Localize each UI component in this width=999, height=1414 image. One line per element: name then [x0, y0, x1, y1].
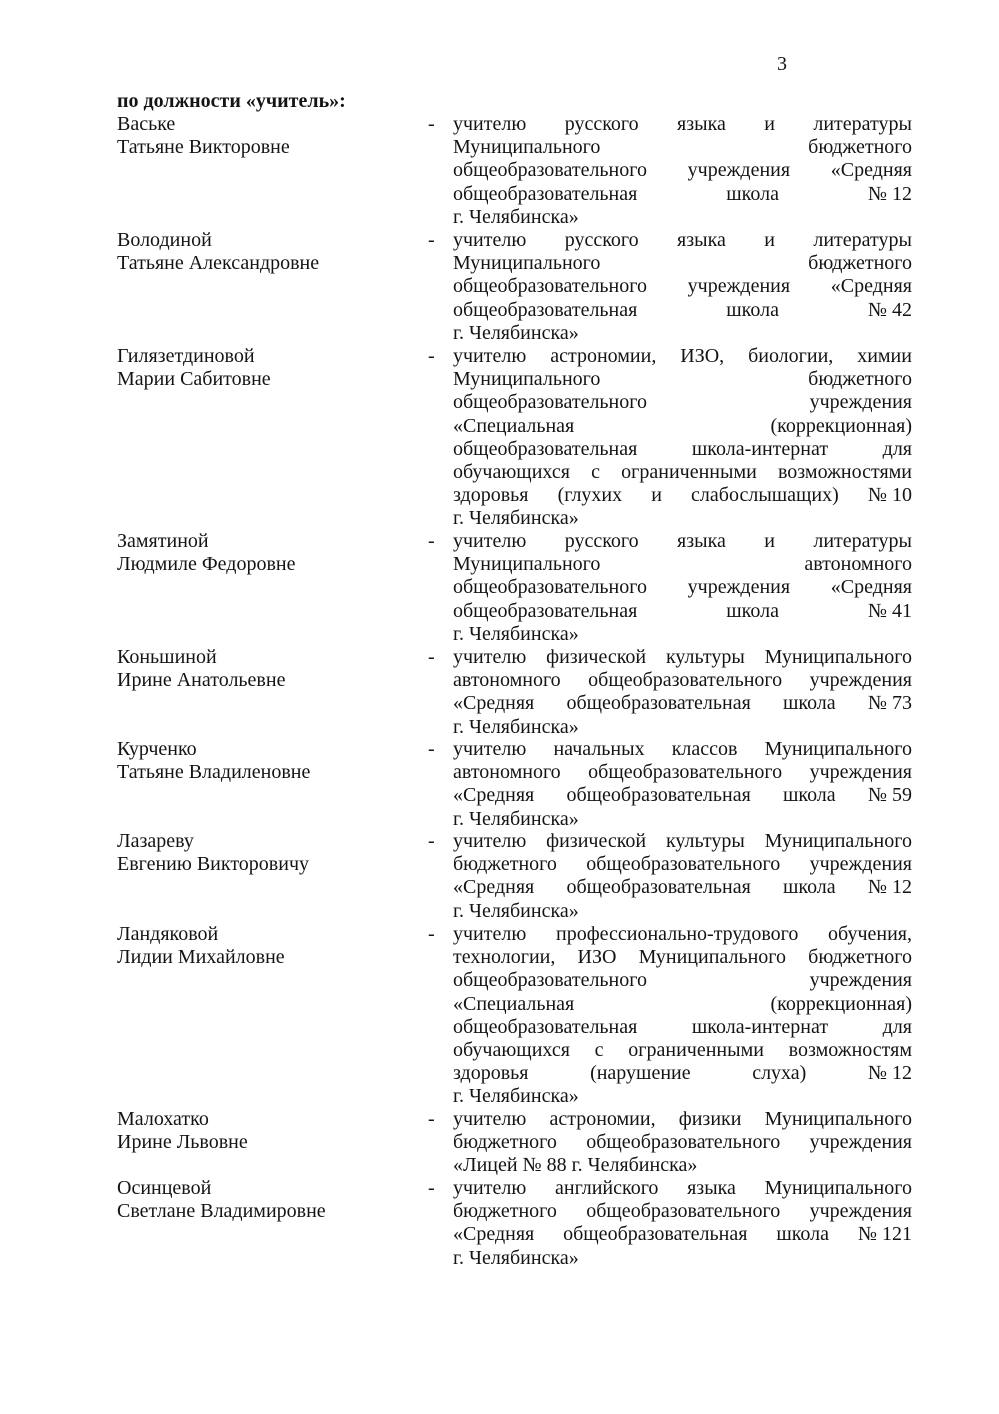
position-description	[453, 345, 912, 531]
description-line	[453, 900, 912, 923]
position-description	[453, 229, 912, 345]
description-word: общеобразовательная	[566, 784, 751, 807]
description-word: № 41	[867, 599, 912, 622]
description-line	[453, 438, 912, 461]
description-word: языка	[677, 530, 726, 552]
appointee-given-names: Людмиле Федоровне	[117, 553, 296, 576]
description-word: «Средняя	[830, 159, 912, 182]
description-word: Муниципального	[764, 738, 912, 760]
description-line	[453, 576, 912, 599]
description-word: начальных	[553, 738, 645, 760]
description-word: № 42	[867, 298, 912, 321]
description-word: слабослышащих)	[691, 484, 839, 507]
description-word: возможностям	[788, 1038, 912, 1061]
appointee-name	[117, 229, 417, 275]
description-word: г. Челябинска»	[453, 899, 579, 922]
description-word: № 73	[867, 692, 912, 715]
description-word: школа	[782, 692, 836, 715]
description-line	[453, 969, 912, 992]
position-description	[453, 1108, 912, 1178]
description-word: школа	[726, 599, 779, 622]
description-line	[453, 1200, 912, 1223]
position-description	[453, 830, 912, 923]
page-number: 3	[777, 53, 787, 75]
description-word: бюджетного	[808, 368, 912, 391]
appointee-surname: Ваське	[117, 113, 176, 135]
description-line	[453, 136, 912, 159]
description-line	[453, 1039, 912, 1062]
position-description	[453, 738, 912, 831]
appointee-name	[117, 923, 417, 969]
description-word: общеобразовательного	[453, 159, 647, 182]
list-dash: -	[428, 345, 435, 367]
description-line	[453, 1131, 912, 1154]
description-word: с	[594, 1038, 604, 1061]
description-word: для	[882, 437, 912, 460]
description-word: г. Челябинска»	[453, 622, 579, 645]
description-word: общеобразовательная	[453, 437, 638, 460]
position-description	[453, 646, 912, 739]
description-word: учителю	[453, 830, 527, 852]
description-word: общеобразовательного	[586, 1131, 781, 1154]
description-word: химии	[857, 345, 912, 367]
description-word: культуры	[665, 646, 745, 668]
description-word: школа	[726, 298, 779, 321]
list-dash: -	[428, 738, 435, 760]
description-word: общеобразовательного	[453, 969, 647, 992]
list-dash: -	[428, 923, 435, 945]
description-word: бюджетного	[808, 946, 912, 969]
description-word: общеобразовательная	[566, 876, 751, 899]
description-line	[453, 368, 912, 391]
description-word: учителю	[453, 738, 527, 760]
description-word: профессионально-трудового	[555, 923, 799, 945]
description-word: английского	[554, 1177, 659, 1199]
description-word: автономного	[453, 669, 561, 692]
description-line	[453, 738, 912, 761]
appointee-given-names: Ирине Львовне	[117, 1131, 248, 1154]
description-word: № 12	[867, 182, 912, 205]
description-word: Муниципального	[764, 830, 912, 852]
description-word: учреждения	[809, 761, 912, 784]
appointee-surname: Гилязетдиновой	[117, 345, 255, 367]
description-word: «Средняя	[830, 275, 912, 298]
description-line	[453, 623, 912, 646]
description-word: общеобразовательная	[453, 1015, 638, 1038]
description-word: Муниципального	[764, 1177, 912, 1199]
description-word: № 121	[857, 1223, 912, 1246]
position-description	[453, 923, 912, 1109]
description-word: г. Челябинска»	[453, 507, 579, 530]
description-word: возможностями	[777, 460, 912, 483]
description-line	[453, 1062, 912, 1085]
description-word: общеобразовательная	[453, 599, 638, 622]
description-line	[453, 461, 912, 484]
description-word: обучающихся	[453, 1038, 570, 1061]
description-line	[453, 669, 912, 692]
description-word: общеобразовательного	[588, 669, 783, 692]
description-line	[453, 553, 912, 576]
appointee-name	[117, 738, 417, 784]
description-word: астрономии,	[549, 1108, 656, 1130]
description-word: здоровья	[453, 1062, 529, 1085]
description-word: Муниципального	[453, 368, 601, 391]
description-word: автономного	[453, 761, 561, 784]
description-word: физической	[546, 830, 647, 852]
description-line	[453, 946, 912, 969]
description-word: № 59	[867, 784, 912, 807]
description-word: языка	[677, 229, 726, 251]
appointee-given-names: Татьяне Владиленовне	[117, 761, 311, 784]
description-word: и	[764, 530, 775, 552]
description-word: общеобразовательная	[563, 1223, 748, 1246]
list-dash: -	[428, 1108, 435, 1130]
description-word: школа	[776, 1223, 830, 1246]
description-word: «Специальная	[453, 414, 575, 437]
appointee-given-names: Татьяне Александровне	[117, 252, 320, 275]
description-word: общеобразовательная	[453, 298, 638, 321]
description-word: учреждения	[809, 853, 912, 876]
description-word: учреждения	[809, 1200, 912, 1223]
description-word: учителю	[453, 113, 527, 135]
description-word: языка	[677, 113, 726, 135]
appointee-surname: Осинцевой	[117, 1177, 212, 1199]
appointee-given-names: Ирине Анатольевне	[117, 669, 286, 692]
description-word: и	[651, 484, 662, 507]
description-word: автономного	[804, 553, 912, 576]
description-word: (глухих	[557, 484, 623, 507]
description-word: «Средняя	[453, 1223, 535, 1246]
description-word: учреждения	[809, 669, 912, 692]
description-line	[453, 1085, 912, 1108]
description-line	[453, 692, 912, 715]
description-word: учителю	[453, 345, 527, 367]
description-word: ограниченными	[628, 1038, 764, 1061]
position-description	[453, 1177, 912, 1270]
description-word: Муниципального	[764, 646, 912, 668]
description-word: «Специальная	[453, 992, 575, 1015]
appointee-name	[117, 830, 417, 876]
description-word: № 12	[867, 1062, 912, 1085]
description-word: бюджетного	[453, 853, 557, 876]
appointee-name	[117, 530, 417, 576]
description-word: ИЗО	[577, 946, 617, 969]
description-word: г. Челябинска»	[453, 1085, 579, 1108]
description-line	[453, 716, 912, 739]
description-word: (нарушение	[590, 1062, 691, 1085]
appointee-given-names: Евгению Викторовичу	[117, 853, 310, 876]
description-line	[453, 345, 912, 368]
description-word: школа-интернат	[691, 1015, 829, 1038]
description-word: общеобразовательного	[586, 1200, 781, 1223]
description-word: № 12	[867, 876, 912, 899]
description-word: биологии,	[748, 345, 834, 367]
description-line	[453, 391, 912, 414]
description-word: и	[764, 113, 775, 135]
description-word: культуры	[665, 830, 745, 852]
list-dash: -	[428, 830, 435, 852]
description-word: учителю	[453, 1177, 527, 1199]
description-word: учителю	[453, 646, 527, 668]
description-word: для	[882, 1015, 912, 1038]
description-word: с	[591, 460, 600, 483]
description-line	[453, 808, 912, 831]
appointee-surname: Коньшиной	[117, 646, 217, 668]
description-word: г. Челябинска»	[453, 205, 579, 228]
list-dash: -	[428, 646, 435, 668]
description-word: слуха)	[752, 1062, 807, 1085]
description-line	[453, 1223, 912, 1246]
description-word: Муниципального	[453, 252, 601, 275]
description-word: учреждения	[687, 275, 791, 298]
description-line	[453, 275, 912, 298]
description-word: литературы	[813, 113, 912, 135]
description-word: обучающихся	[453, 460, 570, 483]
description-word: г. Челябинска»	[453, 807, 579, 830]
description-word: школа	[782, 876, 836, 899]
appointee-name	[117, 1108, 417, 1154]
description-line	[453, 1108, 912, 1131]
description-word: ИЗО,	[680, 345, 725, 367]
description-word: «Средняя	[453, 692, 535, 715]
description-word: общеобразовательная	[566, 692, 751, 715]
description-word: г. Челябинска»	[453, 1246, 579, 1269]
description-line	[453, 507, 912, 530]
description-word: г. Челябинска»	[453, 321, 579, 344]
description-word: языка	[687, 1177, 736, 1199]
description-word: учреждения	[809, 1131, 912, 1154]
description-line	[453, 1177, 912, 1200]
description-word: бюджетного	[808, 136, 912, 159]
description-word: «Лицей № 88 г. Челябинска»	[453, 1154, 698, 1177]
description-line	[453, 322, 912, 345]
description-word: учителю	[453, 530, 527, 552]
description-word: учреждения	[809, 969, 912, 992]
description-word: русского	[564, 229, 639, 251]
description-word: учителю	[453, 1108, 527, 1130]
description-line	[453, 113, 912, 136]
description-word: учреждения	[687, 576, 791, 599]
description-word: физики	[678, 1108, 742, 1130]
description-word: учителю	[453, 923, 527, 945]
description-word: и	[764, 229, 775, 251]
description-word: Муниципального	[453, 553, 601, 576]
description-word: Муниципального	[638, 946, 786, 969]
description-line	[453, 923, 912, 946]
description-word: обучения,	[828, 923, 912, 945]
appointee-surname: Малохатко	[117, 1108, 209, 1130]
description-word: (коррекционная)	[770, 992, 912, 1015]
description-word: школа-интернат	[691, 437, 829, 460]
appointee-surname: Курченко	[117, 738, 197, 760]
description-word: русского	[564, 530, 639, 552]
description-line	[453, 299, 912, 322]
position-description	[453, 530, 912, 646]
appointee-surname: Ландяковой	[117, 923, 219, 945]
appointee-name	[117, 345, 417, 391]
description-word: г. Челябинска»	[453, 715, 579, 738]
description-word: литературы	[813, 229, 912, 251]
description-word: Муниципального	[764, 1108, 912, 1130]
description-line	[453, 183, 912, 206]
description-word: общеобразовательная	[453, 182, 638, 205]
description-line	[453, 853, 912, 876]
description-line	[453, 159, 912, 182]
section-heading: по должности «учитель»:	[117, 90, 346, 112]
description-word: литературы	[813, 530, 912, 552]
description-line	[453, 993, 912, 1016]
description-line	[453, 1154, 912, 1177]
description-word: бюджетного	[808, 252, 912, 275]
description-line	[453, 484, 912, 507]
appointee-surname: Лазареву	[117, 830, 194, 852]
description-line	[453, 761, 912, 784]
description-word: школа	[726, 182, 779, 205]
description-line	[453, 206, 912, 229]
appointee-given-names: Марии Сабитовне	[117, 368, 271, 391]
description-word: бюджетного	[453, 1200, 557, 1223]
appointee-given-names: Татьяне Викторовне	[117, 136, 290, 159]
description-word: учреждения	[687, 159, 791, 182]
description-word: классов	[671, 738, 738, 760]
description-word: «Средняя	[830, 576, 912, 599]
description-word: русского	[564, 113, 639, 135]
description-word: бюджетного	[453, 1131, 557, 1154]
description-word: астрономии,	[550, 345, 657, 367]
description-word: общеобразовательного	[453, 391, 647, 414]
description-line	[453, 600, 912, 623]
description-line	[453, 784, 912, 807]
description-line	[453, 830, 912, 853]
description-word: (коррекционная)	[770, 414, 912, 437]
list-dash: -	[428, 113, 435, 135]
description-word: общеобразовательного	[453, 275, 647, 298]
appointee-given-names: Лидии Михайловне	[117, 946, 285, 969]
list-dash: -	[428, 229, 435, 251]
description-word: учреждения	[809, 391, 912, 414]
list-dash: -	[428, 1177, 435, 1199]
description-word: технологии,	[453, 946, 556, 969]
description-line	[453, 1016, 912, 1039]
description-line	[453, 229, 912, 252]
appointee-surname: Володиной	[117, 229, 212, 251]
appointee-surname: Замятиной	[117, 530, 209, 552]
description-word: «Средняя	[453, 876, 535, 899]
description-word: № 10	[867, 484, 912, 507]
description-line	[453, 1247, 912, 1270]
appointee-name	[117, 646, 417, 692]
description-word: учителю	[453, 229, 527, 251]
description-line	[453, 530, 912, 553]
position-description	[453, 113, 912, 229]
description-word: «Средняя	[453, 784, 535, 807]
description-word: здоровья	[453, 484, 529, 507]
description-word: общеобразовательного	[588, 761, 783, 784]
description-word: ограниченными	[621, 460, 757, 483]
description-word: школа	[782, 784, 836, 807]
description-line	[453, 415, 912, 438]
appointee-name	[117, 1177, 417, 1223]
description-word: общеобразовательного	[453, 576, 647, 599]
description-word: Муниципального	[453, 136, 601, 159]
description-word: физической	[546, 646, 647, 668]
description-line	[453, 252, 912, 275]
appointee-name	[117, 113, 417, 159]
description-word: общеобразовательного	[586, 853, 781, 876]
appointee-given-names: Светлане Владимировне	[117, 1200, 326, 1223]
description-line	[453, 876, 912, 899]
list-dash: -	[428, 530, 435, 552]
description-line	[453, 646, 912, 669]
